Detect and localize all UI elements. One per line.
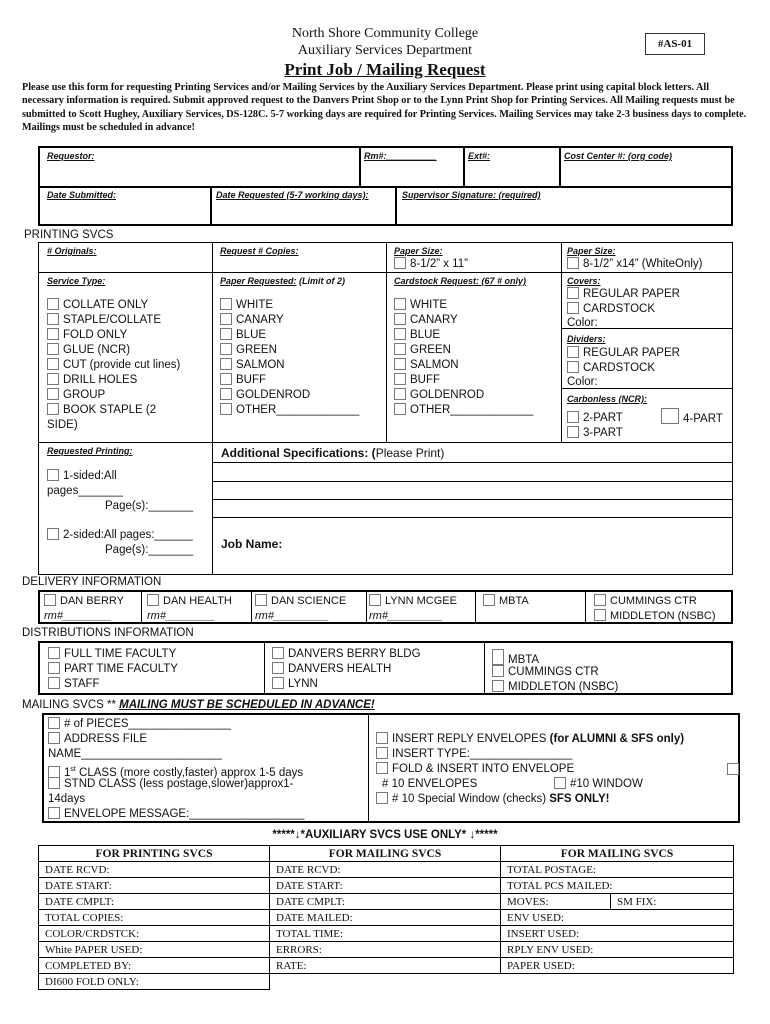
checkbox-icon[interactable]: [567, 411, 579, 423]
delivery-option[interactable]: MBTA: [483, 594, 529, 609]
service-type-label: Service Type:: [47, 276, 106, 286]
printing-heading: PRINTING SVCS: [24, 229, 114, 241]
admin-field[interactable]: COMPLETED BY:: [39, 958, 270, 974]
checkbox-icon[interactable]: [394, 358, 406, 370]
admin-field[interactable]: MOVES:: [501, 894, 611, 910]
checkbox-icon[interactable]: [47, 298, 59, 310]
checkbox-icon[interactable]: [567, 257, 579, 269]
delivery-option[interactable]: DAN BERRY: [44, 594, 124, 609]
one-sided-option[interactable]: 1-sided:All: [47, 469, 117, 484]
delivery-room-field[interactable]: rm#________: [44, 610, 112, 622]
first-class-option[interactable]: 1st CLASS (more costly,faster) approx 1-5 days: [48, 762, 303, 781]
paper-requested-label: Paper Requested: (Limit of 2): [220, 276, 346, 286]
covers-label: Covers:: [567, 276, 601, 286]
env10-option[interactable]: # 10 ENVELOPES: [382, 778, 478, 790]
carbonless-label: Carbonless (NCR):: [567, 394, 648, 404]
checkbox-icon[interactable]: [567, 426, 579, 438]
checkbox-icon[interactable]: [492, 649, 504, 665]
checkbox-icon[interactable]: [220, 298, 232, 310]
checkbox-icon[interactable]: [567, 346, 579, 358]
cardstock-option[interactable]: OTHER_____________: [394, 403, 533, 418]
checkbox-icon[interactable]: [272, 662, 284, 674]
special-window-option[interactable]: # 10 Special Window (checks) SFS ONLY!: [376, 792, 610, 807]
distribution-option[interactable]: CUMMINGS CTR: [492, 665, 599, 680]
paper-color-option[interactable]: GOLDENROD: [220, 388, 310, 403]
checkbox-icon[interactable]: [220, 343, 232, 355]
service-option[interactable]: BOOK STAPLE (2: [47, 403, 156, 418]
admin-field[interactable]: TOTAL PCS MAILED:: [501, 878, 734, 894]
service-option[interactable]: DRILL HOLES: [47, 373, 137, 388]
admin-col-title: FOR MAILING SVCS: [270, 846, 501, 862]
delivery-room-field[interactable]: rm#_________: [255, 610, 330, 622]
checkbox-icon[interactable]: [376, 747, 388, 759]
two-sided-page-range[interactable]: Page(s):_______: [105, 544, 194, 556]
admin-field[interactable]: DATE RCVD:: [270, 862, 501, 878]
distribution-option[interactable]: MIDDLETON (NSBC): [492, 680, 618, 695]
delivery-room-field[interactable]: rm#_________: [369, 610, 444, 622]
dividers-option[interactable]: CARDSTOCK: [567, 361, 655, 376]
checkbox-icon[interactable]: [220, 313, 232, 325]
admin-field[interactable]: RATE:: [270, 958, 501, 974]
checkbox-icon[interactable]: [483, 594, 495, 606]
checkbox-icon[interactable]: [727, 763, 739, 775]
mailing-heading: MAILING SVCS ** MAILING MUST BE SCHEDULED IN ADVANCE!: [22, 699, 375, 711]
checkbox-icon[interactable]: [48, 777, 60, 789]
insert-reply-option[interactable]: INSERT REPLY ENVELOPES (for ALUMNI & SFS only): [376, 732, 684, 747]
checkbox-icon[interactable]: [394, 343, 406, 355]
admin-field[interactable]: PAPER USED:: [501, 958, 734, 974]
pieces-field[interactable]: # of PIECES________________: [48, 717, 231, 732]
admin-field[interactable]: DATE CMPLT:: [39, 894, 270, 910]
checkbox-icon[interactable]: [44, 594, 56, 606]
checkbox-icon[interactable]: [48, 677, 60, 689]
checkbox-icon[interactable]: [376, 792, 388, 804]
checkbox-icon[interactable]: [48, 647, 60, 659]
admin-field[interactable]: TOTAL TIME:: [270, 926, 501, 942]
paper-color-option[interactable]: GREEN: [220, 343, 277, 358]
delivery-option[interactable]: CUMMINGS CTR: [594, 594, 697, 609]
checkbox-icon[interactable]: [567, 287, 579, 299]
checkbox-icon[interactable]: [48, 717, 60, 729]
distribution-option[interactable]: PART TIME FACULTY: [48, 662, 178, 677]
admin-field[interactable]: TOTAL COPIES:: [39, 910, 270, 926]
checkbox-icon[interactable]: [394, 388, 406, 400]
distribution-option[interactable]: DANVERS BERRY BLDG: [272, 647, 421, 662]
date-requested-field[interactable]: Date Requested (5-7 working days):: [216, 190, 369, 200]
checkbox-icon[interactable]: [48, 732, 60, 744]
checkbox-icon[interactable]: [47, 403, 59, 415]
ncr-4part-option[interactable]: 4-PART: [661, 408, 723, 427]
distribution-option[interactable]: MBTA: [492, 649, 539, 668]
checkbox-icon[interactable]: [47, 388, 59, 400]
envelope-message-field[interactable]: ENVELOPE MESSAGE:__________________: [48, 807, 304, 822]
paper-color-option[interactable]: BLUE: [220, 328, 266, 343]
service-option[interactable]: FOLD ONLY: [47, 328, 127, 343]
checkbox-icon[interactable]: [48, 807, 60, 819]
checkbox-icon[interactable]: [220, 373, 232, 385]
admin-field[interactable]: ENV USED:: [501, 910, 734, 926]
one-sided-pages-field[interactable]: pages_______: [47, 485, 124, 497]
checkbox-icon[interactable]: [47, 528, 59, 540]
checkbox-icon[interactable]: [594, 609, 606, 621]
paper-color-option[interactable]: OTHER_____________: [220, 403, 359, 418]
additional-specs-label: Additional Specifications: (Please Print): [221, 446, 445, 460]
admin-field[interactable]: RPLY ENV USED:: [501, 942, 734, 958]
checkbox-icon[interactable]: [567, 361, 579, 373]
admin-field[interactable]: White PAPER USED:: [39, 942, 270, 958]
service-option[interactable]: GLUE (NCR): [47, 343, 130, 358]
distribution-option[interactable]: DANVERS HEALTH: [272, 662, 391, 677]
distribution-box: [38, 641, 733, 695]
admin-field[interactable]: SM FIX:: [611, 894, 734, 910]
fold-insert-option[interactable]: FOLD & INSERT INTO ENVELOPE: [376, 762, 574, 777]
checkbox-icon[interactable]: [394, 257, 406, 269]
distribution-option[interactable]: STAFF: [48, 677, 100, 692]
one-sided-page-range[interactable]: Page(s):_______: [105, 500, 194, 512]
service-option[interactable]: STAPLE/COLLATE: [47, 313, 161, 328]
delivery-option[interactable]: DAN HEALTH: [147, 594, 232, 609]
cardstock-option[interactable]: BLUE: [394, 328, 440, 343]
checkbox-icon[interactable]: [394, 403, 406, 415]
requested-printing-label: Requested Printing:: [47, 446, 133, 456]
delivery-box: [38, 590, 733, 624]
checkbox-icon[interactable]: [567, 302, 579, 314]
delivery-heading: DELIVERY INFORMATION: [22, 576, 162, 588]
distribution-option[interactable]: LYNN: [272, 677, 318, 692]
mailing-box: [42, 713, 740, 823]
checkbox-icon[interactable]: [47, 343, 59, 355]
admin-field[interactable]: DATE START:: [39, 878, 270, 894]
standard-class-days: 14days: [48, 793, 86, 805]
service-option[interactable]: GROUP: [47, 388, 105, 403]
cost-center-field[interactable]: Cost Center #: (org code): [564, 151, 673, 161]
requestor-field[interactable]: Requestor:: [47, 151, 95, 161]
standard-class-option[interactable]: STND CLASS (less postage,slower)approx1-: [48, 777, 293, 792]
checkbox-icon[interactable]: [394, 298, 406, 310]
ncr-3part-option[interactable]: 3-PART: [567, 426, 623, 441]
cardstock-option[interactable]: GREEN: [394, 343, 451, 358]
admin-field[interactable]: TOTAL POSTAGE:: [501, 862, 734, 878]
cardstock-option[interactable]: SALMON: [394, 358, 459, 373]
paper-color-option[interactable]: BUFF: [220, 373, 266, 388]
distribution-heading: DISTRIBUTIONS INFORMATION: [22, 627, 194, 639]
checkbox-icon[interactable]: [48, 662, 60, 674]
checkbox-icon[interactable]: [376, 762, 388, 774]
name-field[interactable]: NAME______________________: [48, 748, 222, 760]
printing-box: [38, 242, 733, 575]
checkbox-icon[interactable]: [492, 680, 504, 692]
insert-type-field[interactable]: INSERT TYPE:________________: [376, 747, 572, 762]
department-name: Auxiliary Services Department: [297, 43, 473, 58]
admin-field[interactable]: DATE CMPLT:: [270, 894, 501, 910]
covers-option[interactable]: CARDSTOCK: [567, 302, 655, 317]
checkbox-icon[interactable]: [661, 408, 679, 424]
admin-col-title: FOR PRINTING SVCS: [39, 846, 270, 862]
admin-field[interactable]: COLOR/CRDSTCK:: [39, 926, 270, 942]
supervisor-signature-field[interactable]: Supervisor Signature: (required): [402, 190, 541, 200]
copies-field[interactable]: Request # Copies:: [220, 246, 299, 256]
form-id-badge: #AS-01: [645, 33, 705, 55]
cardstock-option[interactable]: BUFF: [394, 373, 440, 388]
page-title: Print Job / Mailing Request: [284, 60, 486, 79]
checkbox-icon[interactable]: [47, 328, 59, 340]
covers-option[interactable]: REGULAR PAPER: [567, 287, 680, 302]
admin-field[interactable]: DATE MAILED:: [270, 910, 501, 926]
dividers-option[interactable]: REGULAR PAPER: [567, 346, 680, 361]
delivery-room-field[interactable]: rm#________: [147, 610, 215, 622]
intro-text: Please use this form for requesting Printing Services and/or Mailing Services by the Auxiliary Services Department. Please print using capital block letters. All necessary information is required. Submit approved request to the Danvers Print Shop or to the Lynn Print Shop for Printing Services. All Mailing requests must be submitted to Scott Hughey, Auxiliary Services, DS-128C. 5-7 working days are required for Printing Services. Mailing Services may take 2-3 business days to complete. Mailings must be scheduled in advance!: [22, 82, 747, 133]
checkbox-icon[interactable]: [369, 594, 381, 606]
checkbox-icon[interactable]: [272, 677, 284, 689]
room-field[interactable]: Rm#:__________: [364, 151, 437, 161]
cardstock-option[interactable]: GOLDENROD: [394, 388, 484, 403]
paper-size-label-1: Paper Size:: [394, 246, 443, 256]
service-option[interactable]: CUT (provide cut lines): [47, 358, 180, 373]
checkbox-icon[interactable]: [220, 403, 232, 415]
admin-field[interactable]: ERRORS:: [270, 942, 501, 958]
paper-color-option[interactable]: CANARY: [220, 313, 284, 328]
paper-size-option-legal[interactable]: 8-1/2” x14” (WhiteOnly): [567, 257, 703, 272]
two-sided-option[interactable]: 2-sided:All pages:______: [47, 528, 193, 543]
date-submitted-field[interactable]: Date Submitted:: [47, 190, 117, 200]
window10-option[interactable]: #10 WINDOW: [554, 777, 643, 792]
paper-color-option[interactable]: SALMON: [220, 358, 285, 373]
dividers-label: Dividers:: [567, 334, 606, 344]
checkbox-icon[interactable]: [47, 313, 59, 325]
checkbox-icon[interactable]: [594, 594, 606, 606]
checkbox-icon[interactable]: [554, 777, 566, 789]
distribution-option[interactable]: FULL TIME FACULTY: [48, 647, 176, 662]
checkbox-icon[interactable]: [255, 594, 267, 606]
paper-size-label-2: Paper Size:: [567, 246, 616, 256]
admin-field[interactable]: DI600 FOLD ONLY:: [39, 974, 270, 990]
admin-table: [38, 845, 734, 990]
checkbox-icon[interactable]: [394, 313, 406, 325]
checkbox-icon[interactable]: [272, 647, 284, 659]
admin-field[interactable]: INSERT USED:: [501, 926, 734, 942]
checkbox-icon[interactable]: [376, 732, 388, 744]
ncr-2part-option[interactable]: 2-PART: [567, 411, 623, 426]
paper-color-option[interactable]: WHITE: [220, 298, 273, 313]
covers-color-field[interactable]: Color:: [567, 317, 598, 329]
extension-field[interactable]: Ext#:: [468, 151, 491, 161]
admin-field[interactable]: DATE START:: [270, 878, 501, 894]
checkbox-icon[interactable]: [47, 358, 59, 370]
requestor-box: [38, 146, 733, 226]
admin-heading: *****↓*AUXILIARY SVCS USE ONLY* ↓*****: [272, 829, 498, 841]
checkbox-icon[interactable]: [220, 358, 232, 370]
job-name-field[interactable]: Job Name:: [221, 537, 283, 551]
college-name: North Shore Community College: [291, 26, 479, 41]
paper-size-option-letter[interactable]: 8-1/2” x 11”: [394, 257, 468, 272]
checkbox-icon[interactable]: [220, 388, 232, 400]
checkbox-icon[interactable]: [220, 328, 232, 340]
checkbox-icon[interactable]: [47, 469, 59, 481]
dividers-color-field[interactable]: Color:: [567, 376, 598, 388]
originals-field[interactable]: # Originals:: [47, 246, 97, 256]
checkbox-icon[interactable]: [394, 373, 406, 385]
admin-col-title: FOR MAILING SVCS: [501, 846, 734, 862]
delivery-option[interactable]: MIDDLETON (NSBC): [594, 609, 716, 624]
address-file-option[interactable]: ADDRESS FILE: [48, 732, 147, 747]
checkbox-icon[interactable]: [492, 665, 504, 677]
cardstock-option[interactable]: CANARY: [394, 313, 458, 328]
cardstock-option[interactable]: WHITE: [394, 298, 447, 313]
admin-field[interactable]: DATE RCVD:: [39, 862, 270, 878]
delivery-option[interactable]: LYNN MCGEE: [369, 594, 457, 609]
service-option[interactable]: COLLATE ONLY: [47, 298, 148, 313]
cardstock-label: Cardstock Request: (67 # only): [394, 276, 527, 286]
delivery-option[interactable]: DAN SCIENCE: [255, 594, 346, 609]
service-option-tail: SIDE): [47, 419, 78, 431]
checkbox-icon[interactable]: [394, 328, 406, 340]
checkbox-icon[interactable]: [147, 594, 159, 606]
checkbox-icon[interactable]: [47, 373, 59, 385]
